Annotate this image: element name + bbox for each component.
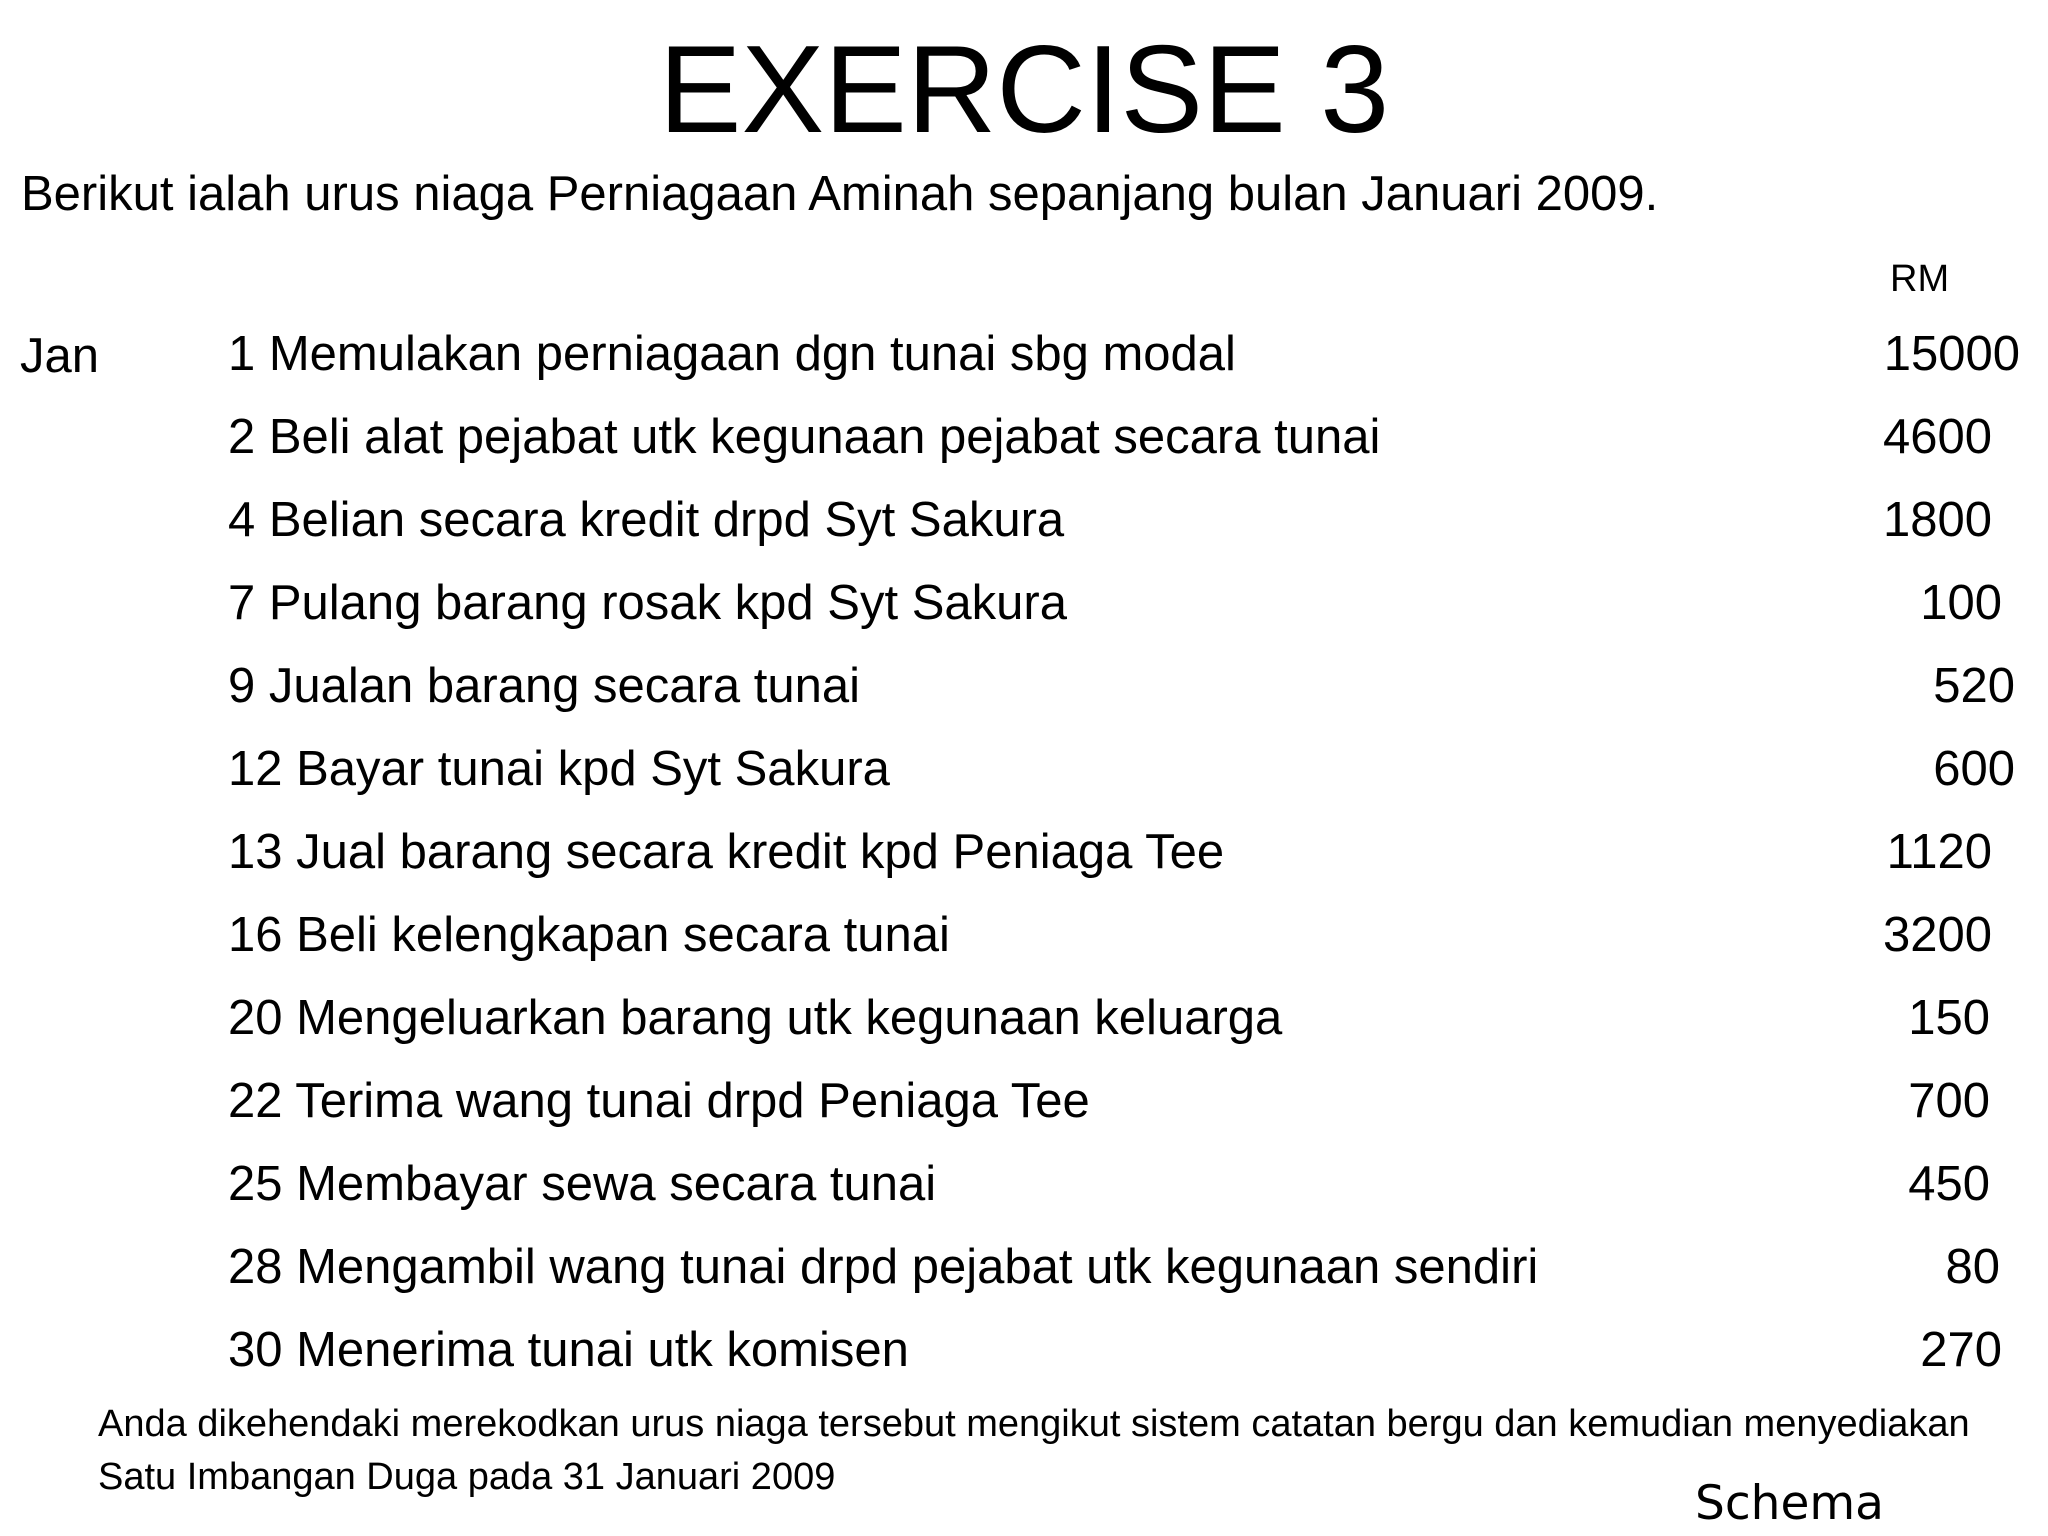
transaction-row <box>0 409 2048 492</box>
transaction-amount: 600 <box>1933 742 2015 796</box>
transaction-row <box>0 492 2048 575</box>
transaction-description: 2 Beli alat pejabat utk kegunaan pejabat secara tunai <box>228 410 1381 464</box>
transaction-amount: 700 <box>1908 1074 1990 1128</box>
transaction-description: 7 Pulang barang rosak kpd Syt Sakura <box>228 576 1067 630</box>
transaction-amount: 80 <box>1945 1240 2000 1294</box>
transaction-description: 13 Jual barang secara kredit kpd Peniaga Tee <box>228 825 1225 879</box>
transaction-description: 16 Beli kelengkapan secara tunai <box>228 908 950 962</box>
transaction-amount: 270 <box>1920 1323 2002 1377</box>
transaction-amount: 15000 <box>1883 327 2020 381</box>
transaction-amount: 1800 <box>1882 493 1992 547</box>
transaction-row <box>0 658 2048 741</box>
transaction-row <box>0 824 2048 907</box>
transaction-row <box>0 907 2048 990</box>
transaction-description: 4 Belian secara kredit drpd Syt Sakura <box>228 493 1065 547</box>
transaction-amount: 1120 <box>1886 825 1992 879</box>
transaction-description: 1 Memulakan perniagaan dgn tunai sbg modal <box>228 327 1236 381</box>
transaction-description: 30 Menerima tunai utk komisen <box>228 1323 909 1377</box>
transaction-amount: 100 <box>1920 576 2002 630</box>
transaction-row <box>0 741 2048 824</box>
transaction-row <box>0 1239 2048 1322</box>
transaction-description: 25 Membayar sewa secara tunai <box>228 1157 937 1211</box>
transaction-amount: 3200 <box>1882 908 1992 962</box>
slide-title: EXERCISE 3 <box>658 21 1390 159</box>
instruction-text: Anda dikehendaki merekodkan urus niaga tersebut mengikut sistem catatan bergu dan kemudian menyediakan Satu Imbangan Duga pada 31 Januari 2009 <box>98 1403 1970 1499</box>
transaction-description: 28 Mengambil wang tunai drpd pejabat utk kegunaan sendiri <box>228 1240 1539 1294</box>
transaction-amount: 4600 <box>1882 410 1992 464</box>
transaction-row <box>0 575 2048 658</box>
transaction-description: 12 Bayar tunai kpd Syt Sakura <box>228 742 890 796</box>
transaction-description: 20 Mengeluarkan barang utk kegunaan keluarga <box>228 991 1283 1045</box>
month-label: Jan <box>20 329 100 383</box>
transaction-row <box>0 326 2048 409</box>
currency-label: RM <box>1890 258 1950 300</box>
transaction-row <box>0 1322 2048 1405</box>
transaction-amount: 520 <box>1933 659 2015 713</box>
intro-text: Berikut ialah urus niaga Perniagaan Aminah sepanjang bulan Januari 2009. <box>21 167 1659 221</box>
transaction-row <box>0 1156 2048 1239</box>
transaction-amount: 150 <box>1908 991 1990 1045</box>
footer-label: Schema <box>1695 1476 1884 1531</box>
transaction-row <box>0 990 2048 1073</box>
transaction-row <box>0 1073 2048 1156</box>
transaction-description: 9 Jualan barang secara tunai <box>228 659 860 713</box>
transaction-amount: 450 <box>1908 1157 1990 1211</box>
transaction-description: 22 Terima wang tunai drpd Peniaga Tee <box>228 1074 1090 1128</box>
